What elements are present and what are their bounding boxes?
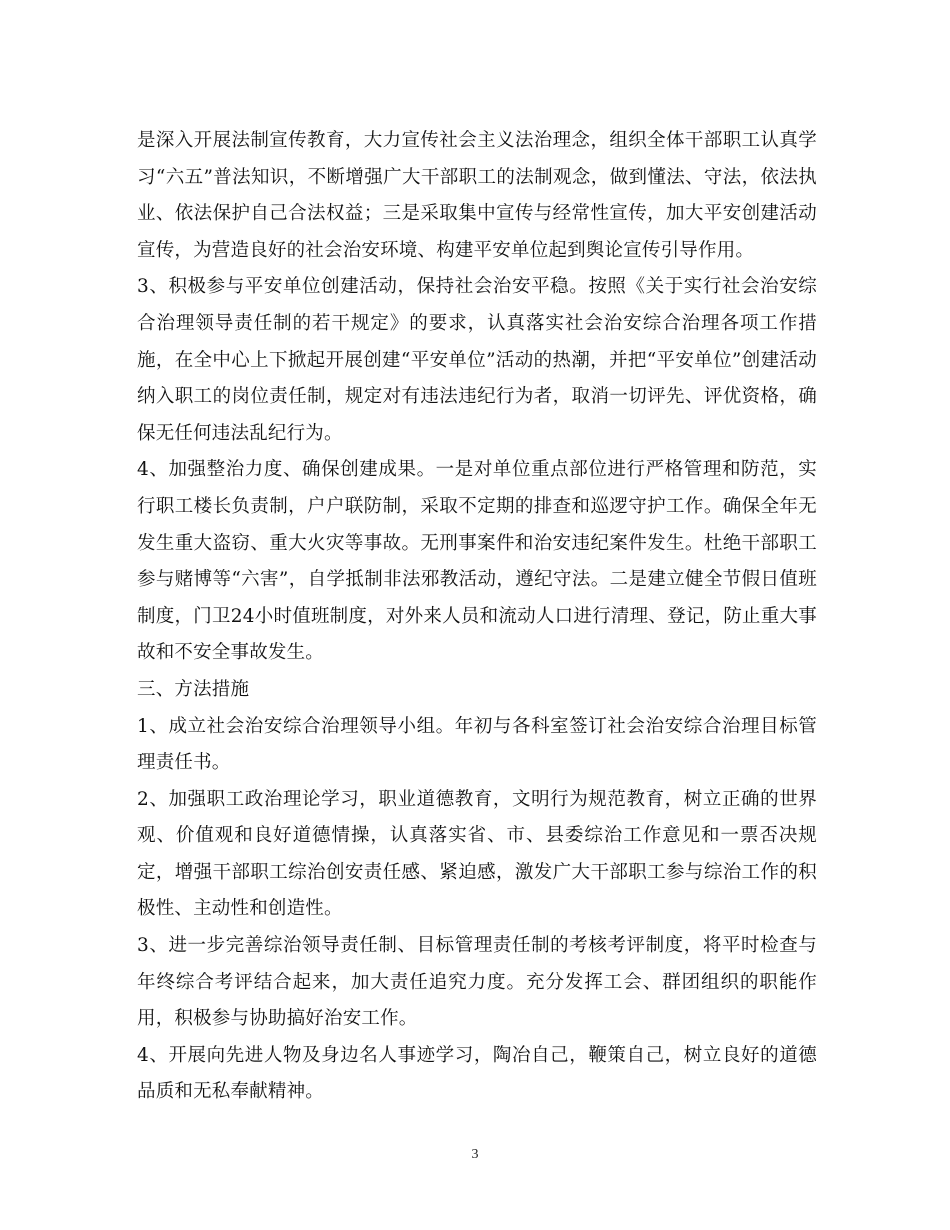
paragraph-safe-unit-creation: 3、积极参与平安单位创建活动，保持社会治安平稳。按照《关于实行社会治安综合治理领导责任制的若干规定》的要求，认真落实社会治安综合治理各项工作措施，在全中心上下掀起开展创建“平安单位”活动的热潮，并把“平安单位”创建活动纳入职工的岗位责任制，规定对有违法违纪行为者，取消一切评先、评优资格，确保无任何违法乱纪行为。 bbox=[137, 276, 817, 444]
paragraph-method-2: 2、加强职工政治理论学习，职业道德教育，文明行为规范教育，树立正确的世界观、价值观和良好道德情操，认真落实省、市、县委综治工作意见和一票否决规定，增强干部职工综治创安责任感、紧迫感，激发广大干部职工参与综治工作的积极性、主动性和创造性。 bbox=[137, 788, 817, 920]
document-body bbox=[137, 123, 817, 1111]
paragraph-method-1: 1、成立社会治安综合治理领导小组。年初与各科室签订社会治安综合治理目标管理责任书。 bbox=[137, 715, 817, 774]
paragraph-method-4: 4、开展向先进人物及身边名人事迹学习，陶冶自己，鞭策自己，树立良好的道德品质和无私奉献精神。 bbox=[137, 1044, 817, 1103]
section-heading-methods: 三、方法措施 bbox=[137, 678, 250, 700]
page-number: 3 bbox=[471, 1147, 479, 1162]
paragraph-legal-publicity: 是深入开展法制宣传教育，大力宣传社会主义法治理念，组织全体干部职工认真学习“六五”普法知识，不断增强广大干部职工的法制观念，做到懂法、守法，依法执业、依法保护自己合法权益；三是采取集中宣传与经常性宣传，加大平安创建活动宣传，为营造良好的社会治安环境、构建平安单位起到舆论宣传引导作用。 bbox=[137, 130, 817, 261]
paragraph-rectification: 4、加强整治力度、确保创建成果。一是对单位重点部位进行严格管理和防范，实行职工楼长负责制，户户联防制，采取不定期的排查和巡逻守护工作。确保全年无发生重大盗窃、重大火灾等事故。无刑事案件和治安违纪案件发生。杜绝干部职工参与赌博等“六害”，自学抵制非法邪教活动，遵纪守法。二是建立健全节假日值班制度，门卫24小时值班制度，对外来人员和流动人口进行清理、登记，防止重大事故和不安全事故发生。 bbox=[137, 459, 817, 664]
paragraph-method-3: 3、进一步完善综治领导责任制、目标管理责任制的考核考评制度，将平时检查与年终综合考评结合起来，加大责任追究力度。充分发挥工会、群团组织的职能作用，积极参与协助搞好治安工作。 bbox=[137, 935, 817, 1030]
